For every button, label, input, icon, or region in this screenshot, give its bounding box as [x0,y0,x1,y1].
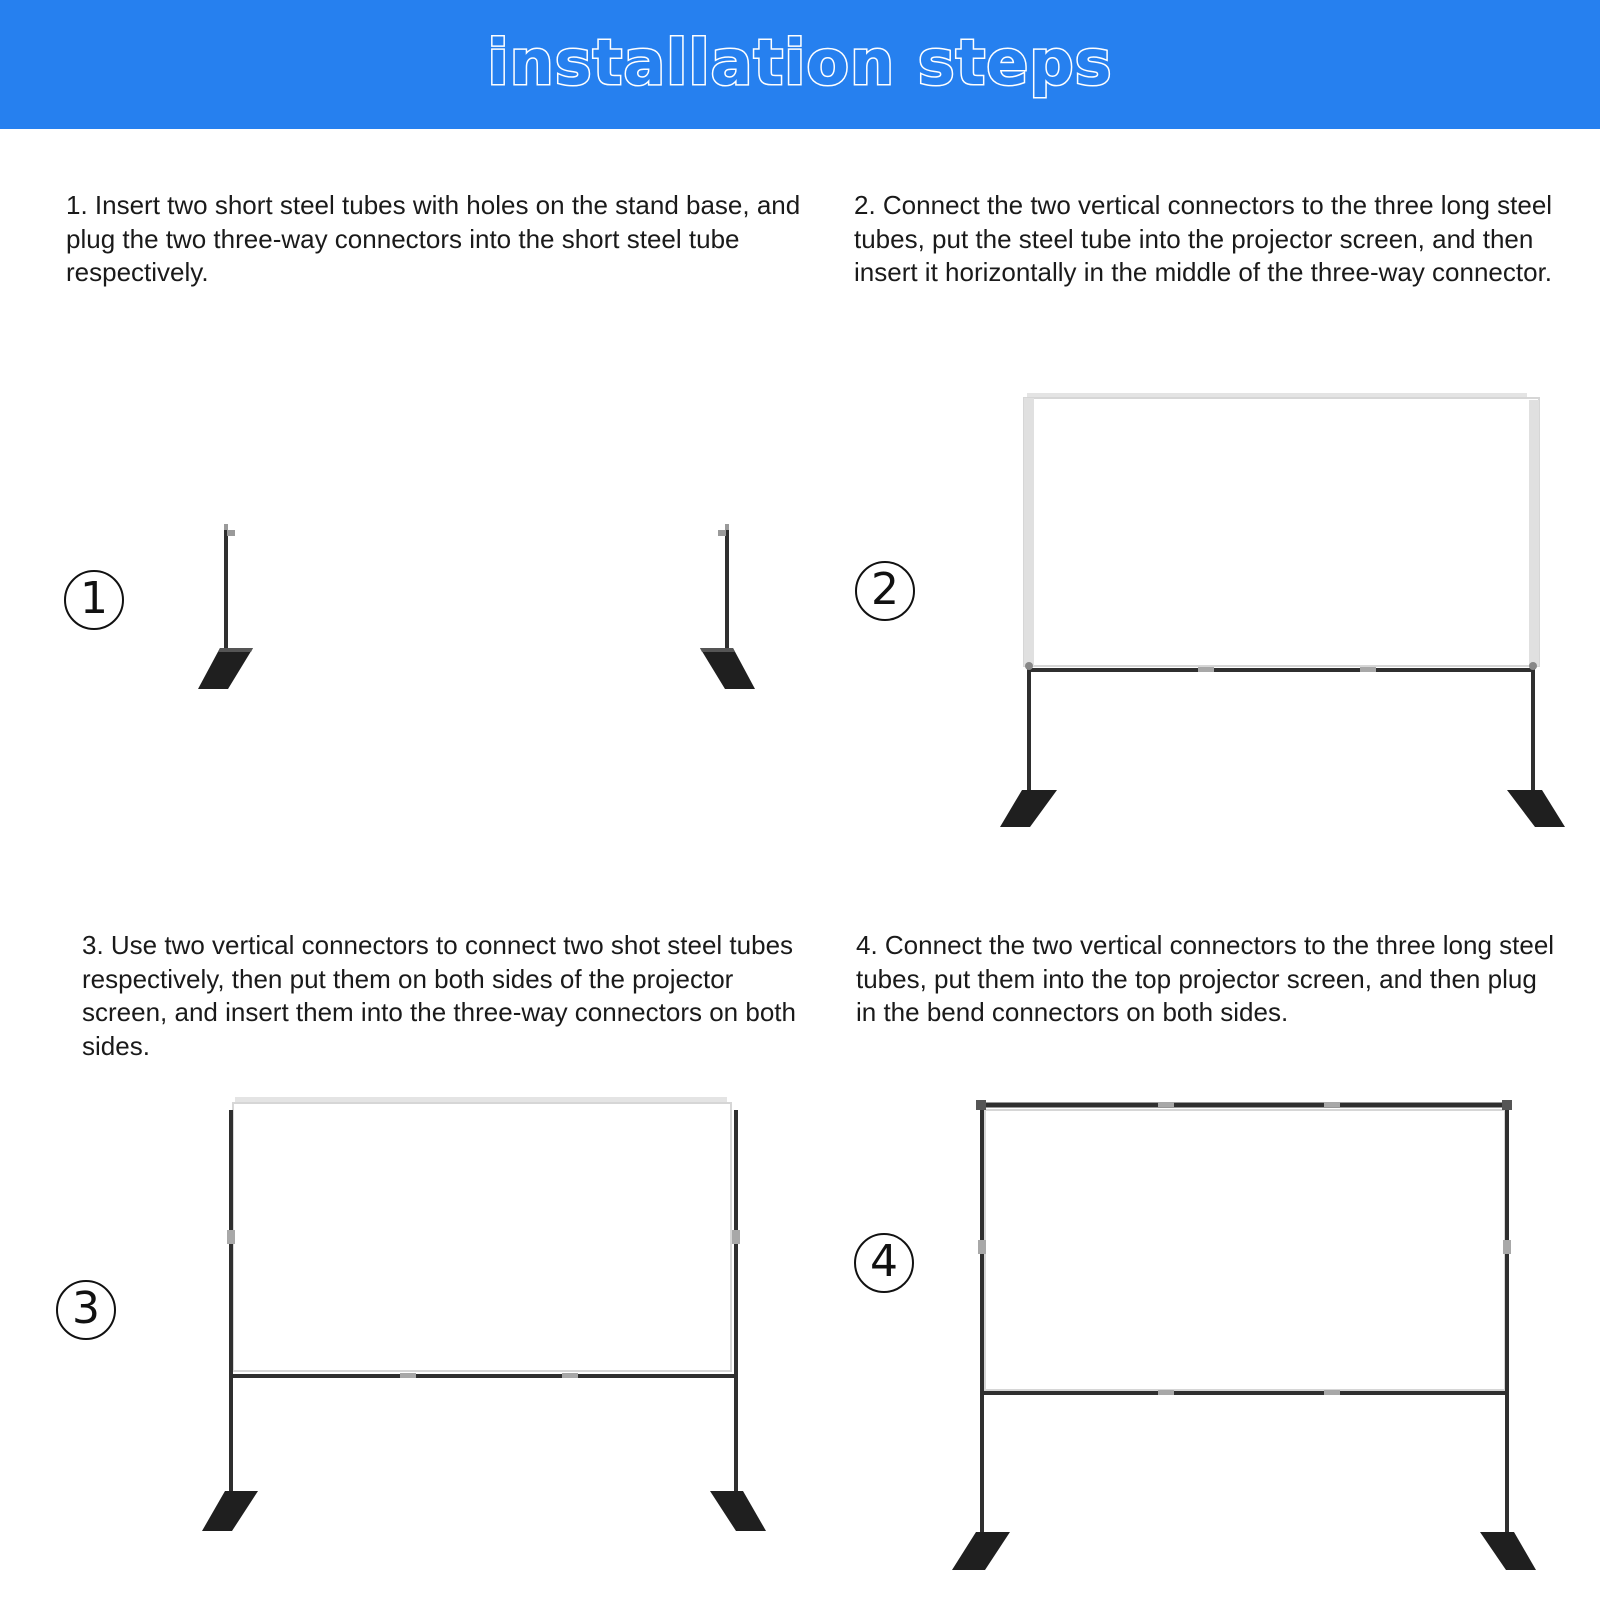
step-4-illustration [952,1100,1536,1570]
step-2-number-badge: 2 [855,561,915,621]
step-3-number-badge: 3 [56,1280,116,1340]
step-2-projector-screen [1024,393,1539,666]
step-1-instruction: 1. Insert two short steel tubes with holes on the stand base, and plug the two three-way connectors into the short steel tube respectively. [66,190,801,287]
step-1-left-stand [198,524,253,689]
step-3-stand-frame [202,1110,766,1531]
step-4-projector-screen [985,1110,1505,1390]
step-1-right-stand [700,524,755,689]
page-title: installation steps [487,26,1113,99]
step-2-stand-frame [1000,662,1565,827]
step-4-stand-frame [952,1100,1536,1570]
step-1-illustration [198,524,755,689]
step-4-instruction: 4. Connect the two vertical connectors to the three long steel tubes, put them into the top projector screen, and then plug in the bend connectors on both sides. [856,930,1555,1027]
header-banner [0,0,1600,129]
step-2-instruction: 2. Connect the two vertical connectors to the three long steel tubes, put the steel tube into the projector screen, and then insert it horizontally in the middle of the three-way connector. [854,190,1553,287]
step-4-number-badge: 4 [854,1233,914,1293]
step-1-number-badge: 1 [64,570,124,630]
step-3-instruction: 3. Use two vertical connectors to connect two shot steel tubes respectively, then put them on both sides of the projector screen, and insert them into the three-way connectors on both sides. [82,930,796,1061]
step-3-projector-screen [233,1097,731,1371]
step-2-illustration [1000,393,1565,827]
step-3-illustration [202,1097,766,1531]
